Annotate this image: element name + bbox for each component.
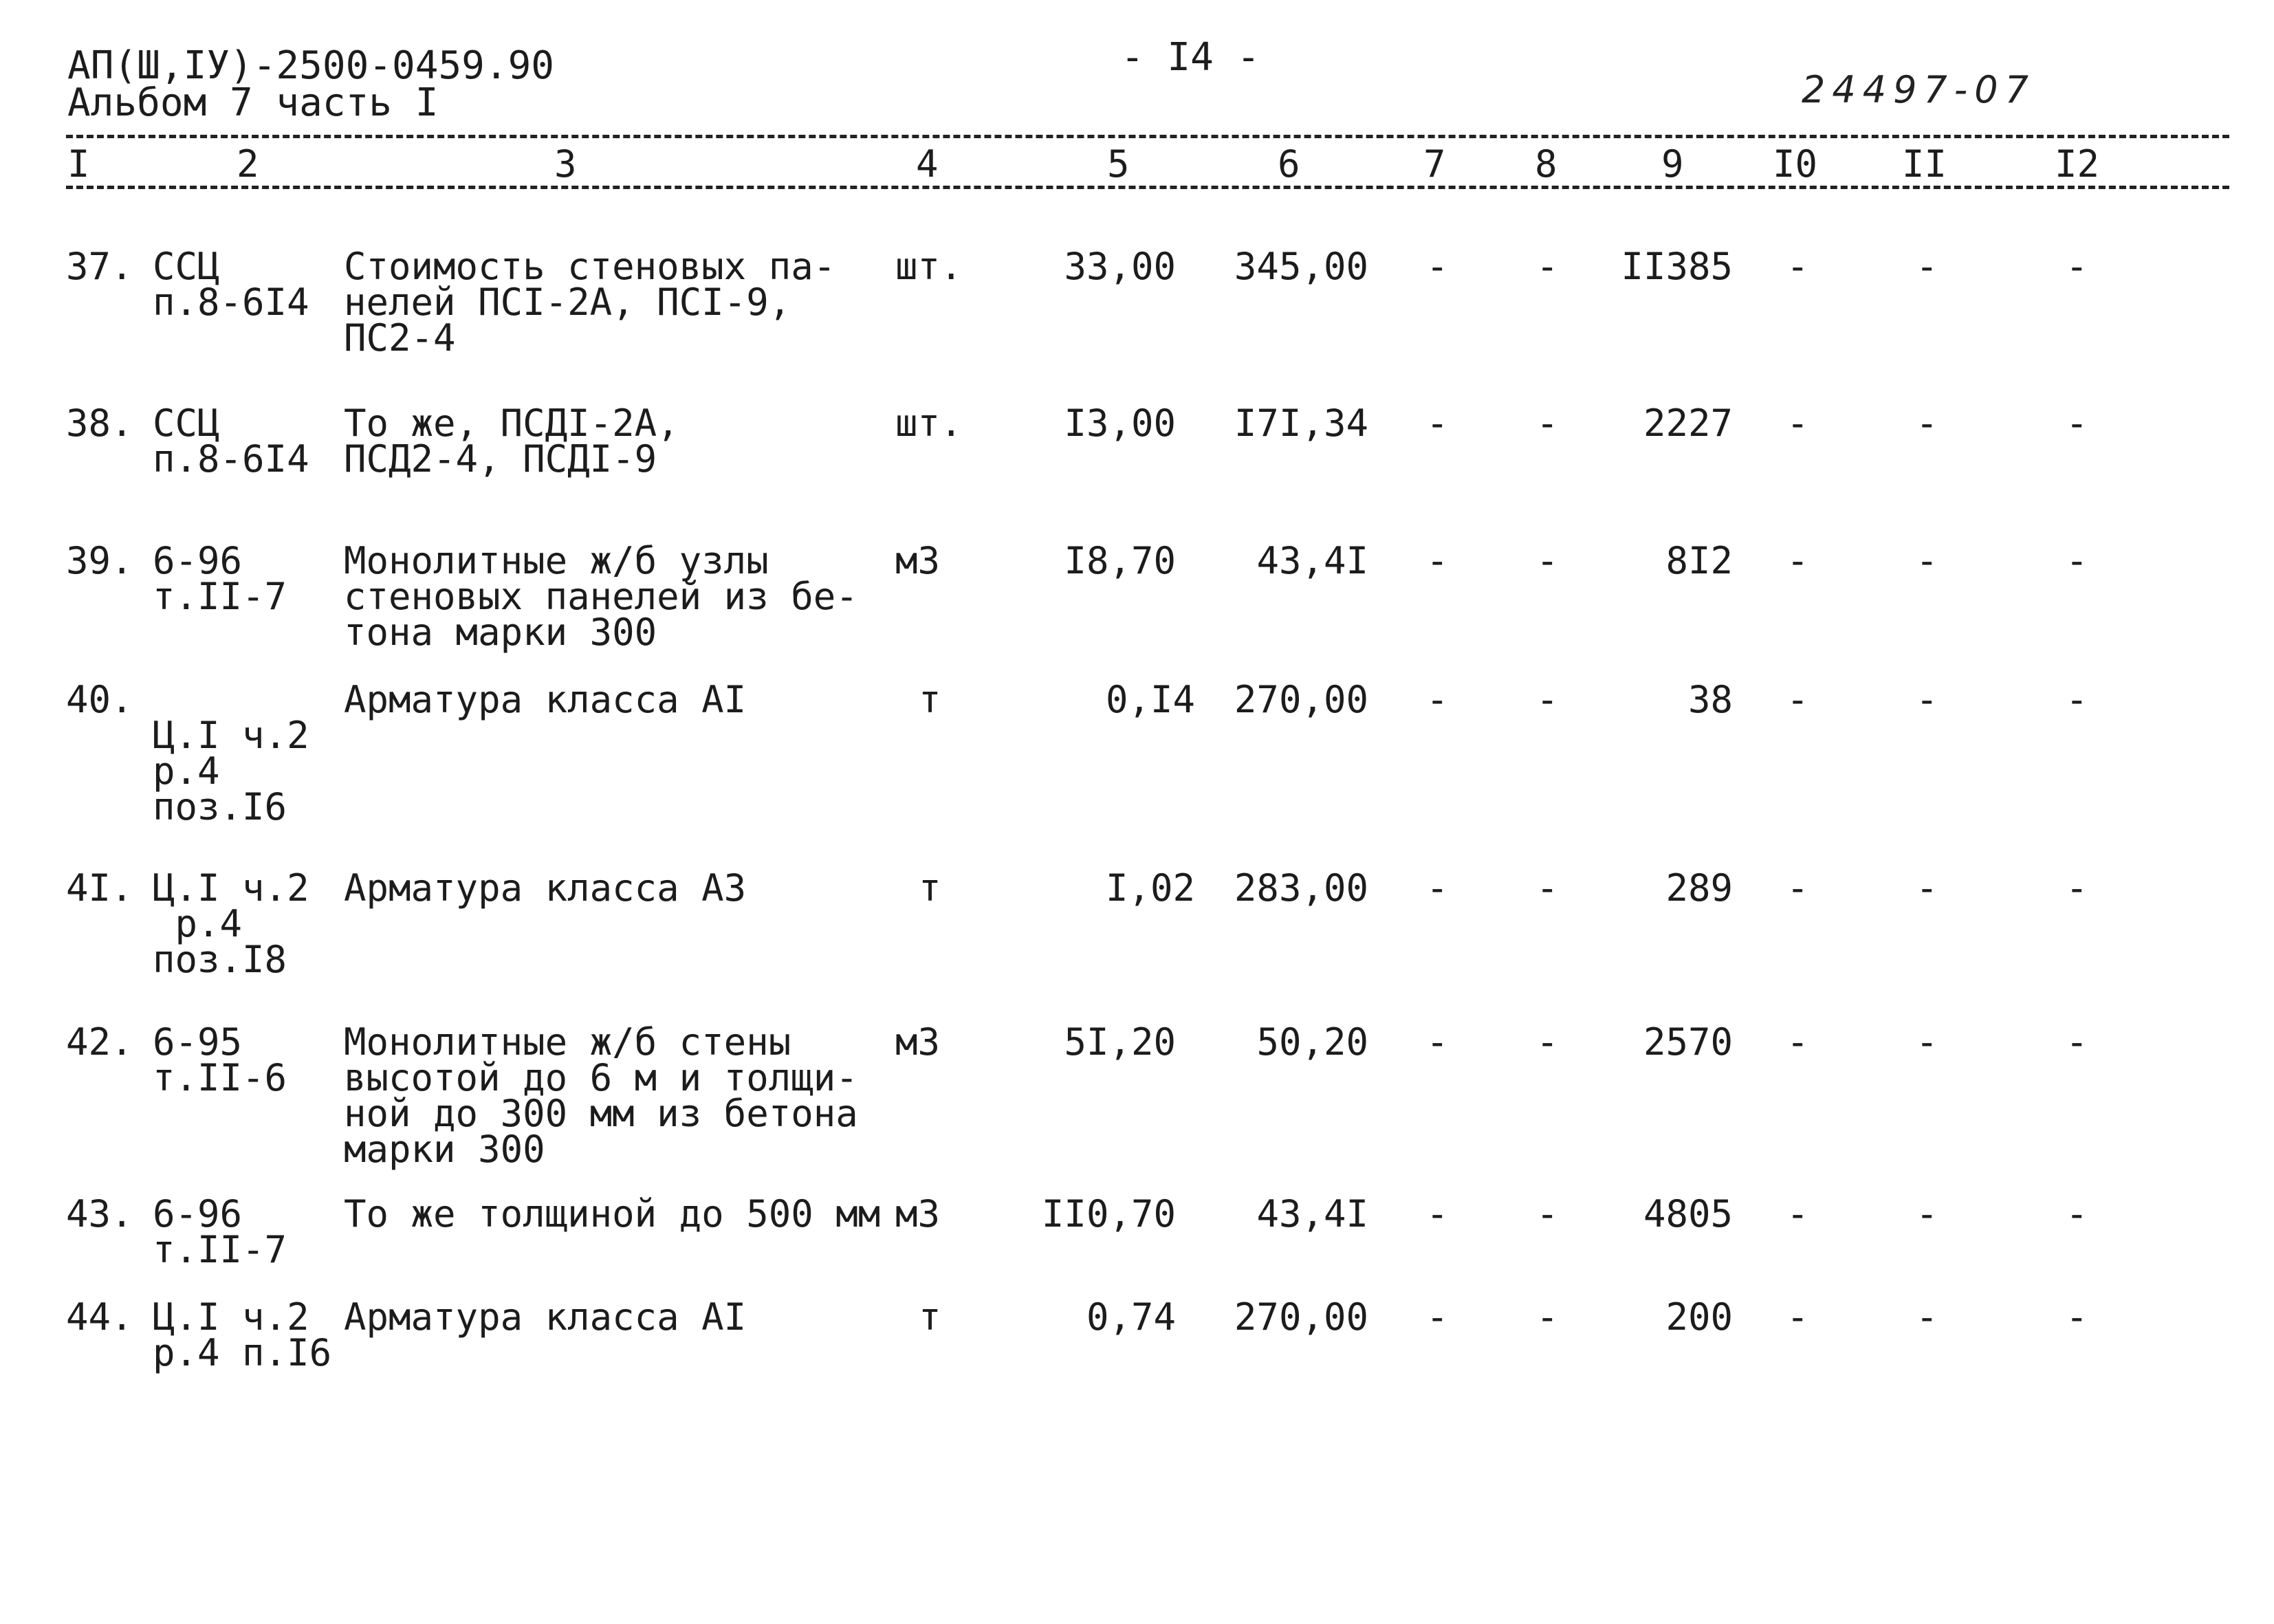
column-header: 3 xyxy=(554,142,577,186)
col8-value: - xyxy=(1536,866,1559,910)
col11-value: - xyxy=(1916,866,1938,910)
col8-value: - xyxy=(1536,1295,1559,1339)
total-cost: 200 xyxy=(1665,1295,1733,1339)
unit: шт. xyxy=(895,245,963,288)
quantity: I8,70 xyxy=(1064,539,1176,582)
item-description: Монолитные ж/б стены высотой до 6 м и толщи- ной до 300 мм из бетона марки 300 xyxy=(344,1020,858,1171)
quantity: I,02 xyxy=(1105,866,1195,910)
unit-price: I7I,34 xyxy=(1234,402,1368,445)
col10-value: - xyxy=(1786,1020,1809,1064)
col7-value: - xyxy=(1426,1192,1449,1236)
col8-value: - xyxy=(1536,1192,1559,1236)
total-cost: II385 xyxy=(1621,245,1733,288)
total-cost: 38 xyxy=(1687,678,1733,721)
norm-reference: Ц.I ч.2 р.4 п.I6 xyxy=(153,1295,332,1374)
col11-value: - xyxy=(1916,245,1938,288)
total-cost: 2570 xyxy=(1643,1020,1733,1064)
col12-value: - xyxy=(2066,402,2088,445)
quantity: 0,I4 xyxy=(1105,678,1195,721)
col12-value: - xyxy=(2066,866,2088,910)
norm-reference: Ц.I ч.2 р.4 поз.I6 xyxy=(153,714,309,829)
col10-value: - xyxy=(1786,678,1809,721)
total-cost: 2227 xyxy=(1643,402,1733,445)
col7-value: - xyxy=(1426,1295,1449,1339)
norm-reference: Ц.I ч.2 р.4 поз.I8 xyxy=(153,866,309,981)
col10-value: - xyxy=(1786,866,1809,910)
col7-value: - xyxy=(1426,866,1449,910)
quantity: 0,74 xyxy=(1086,1295,1176,1339)
norm-reference: 6-95 т.II-6 xyxy=(153,1020,287,1099)
column-header: 5 xyxy=(1107,142,1130,186)
header-bottom-rule xyxy=(66,186,2229,189)
header-top-rule xyxy=(66,135,2229,138)
col11-value: - xyxy=(1916,678,1938,721)
unit: м3 xyxy=(895,1192,941,1236)
col10-value: - xyxy=(1786,1192,1809,1236)
page-number: - I4 - xyxy=(1121,35,1260,80)
col11-value: - xyxy=(1916,539,1938,582)
col7-value: - xyxy=(1426,678,1449,721)
norm-reference: 6-96 т.II-7 xyxy=(153,1192,287,1271)
col10-value: - xyxy=(1786,245,1809,288)
unit: т xyxy=(919,678,941,721)
col7-value: - xyxy=(1426,539,1449,582)
col8-value: - xyxy=(1536,402,1559,445)
col10-value: - xyxy=(1786,402,1809,445)
col8-value: - xyxy=(1536,1020,1559,1064)
quantity: II0,70 xyxy=(1041,1192,1176,1236)
column-header: 4 xyxy=(916,142,939,186)
column-header: 8 xyxy=(1535,142,1557,186)
unit: м3 xyxy=(895,1020,941,1064)
column-header: 9 xyxy=(1661,142,1684,186)
item-description: Арматура класса АI xyxy=(344,1295,747,1339)
unit: м3 xyxy=(895,539,941,582)
col12-value: - xyxy=(2066,1192,2088,1236)
row-number: 4I. xyxy=(66,866,133,910)
unit-price: 270,00 xyxy=(1234,678,1368,721)
item-description: Арматура класса АI xyxy=(344,678,747,721)
quantity: 5I,20 xyxy=(1064,1020,1176,1064)
total-cost: 8I2 xyxy=(1665,539,1733,582)
unit-price: 345,00 xyxy=(1234,245,1368,288)
unit-price: 43,4I xyxy=(1256,1192,1368,1236)
col12-value: - xyxy=(2066,678,2088,721)
col8-value: - xyxy=(1536,245,1559,288)
col11-value: - xyxy=(1916,1295,1938,1339)
norm-reference: ССЦ п.8-6I4 xyxy=(153,245,309,324)
item-description: То же, ПСДI-2А, ПСД2-4, ПСДI-9 xyxy=(344,402,679,481)
column-header: 6 xyxy=(1278,142,1300,186)
col7-value: - xyxy=(1426,1020,1449,1064)
unit: т xyxy=(919,1295,941,1339)
row-number: 44. xyxy=(66,1295,133,1339)
unit: шт. xyxy=(895,402,963,445)
item-description: Стоимость стеновых па- нелей ПСI-2А, ПСI-9, ПС2-4 xyxy=(344,245,836,360)
album-label: Альбом 7 часть I xyxy=(67,80,439,125)
unit-price: 283,00 xyxy=(1234,866,1368,910)
row-number: 38. xyxy=(66,402,133,445)
total-cost: 4805 xyxy=(1643,1192,1733,1236)
unit-price: 43,4I xyxy=(1256,539,1368,582)
column-header: II xyxy=(1902,142,1947,186)
row-number: 37. xyxy=(66,245,133,288)
col8-value: - xyxy=(1536,678,1559,721)
col12-value: - xyxy=(2066,245,2088,288)
total-cost: 289 xyxy=(1665,866,1733,910)
col12-value: - xyxy=(2066,1020,2088,1064)
column-header: I xyxy=(67,142,90,186)
unit: т xyxy=(919,866,941,910)
document-code: АП(Ш,IУ)-2500-0459.90 xyxy=(67,43,555,88)
norm-reference: 6-96 т.II-7 xyxy=(153,539,287,618)
norm-reference: ССЦ п.8-6I4 xyxy=(153,402,309,481)
item-description: То же толщиной до 500 мм xyxy=(344,1192,881,1236)
inventory-number: 24497-07 xyxy=(1802,68,2035,111)
col11-value: - xyxy=(1916,402,1938,445)
item-description: Арматура класса А3 xyxy=(344,866,747,910)
col11-value: - xyxy=(1916,1192,1938,1236)
col12-value: - xyxy=(2066,539,2088,582)
col12-value: - xyxy=(2066,1295,2088,1339)
item-description: Монолитные ж/б узлы стеновых панелей из бе- тона марки 300 xyxy=(344,539,858,654)
column-header: 2 xyxy=(237,142,259,186)
row-number: 40. xyxy=(66,678,133,721)
col11-value: - xyxy=(1916,1020,1938,1064)
unit-price: 270,00 xyxy=(1234,1295,1368,1339)
column-header: 7 xyxy=(1423,142,1446,186)
unit-price: 50,20 xyxy=(1256,1020,1368,1064)
quantity: 33,00 xyxy=(1064,245,1176,288)
quantity: I3,00 xyxy=(1064,402,1176,445)
row-number: 42. xyxy=(66,1020,133,1064)
col10-value: - xyxy=(1786,1295,1809,1339)
column-header: I2 xyxy=(2055,142,2100,186)
col7-value: - xyxy=(1426,402,1449,445)
row-number: 39. xyxy=(66,539,133,582)
row-number: 43. xyxy=(66,1192,133,1236)
col7-value: - xyxy=(1426,245,1449,288)
column-header: I0 xyxy=(1773,142,1818,186)
col10-value: - xyxy=(1786,539,1809,582)
col8-value: - xyxy=(1536,539,1559,582)
